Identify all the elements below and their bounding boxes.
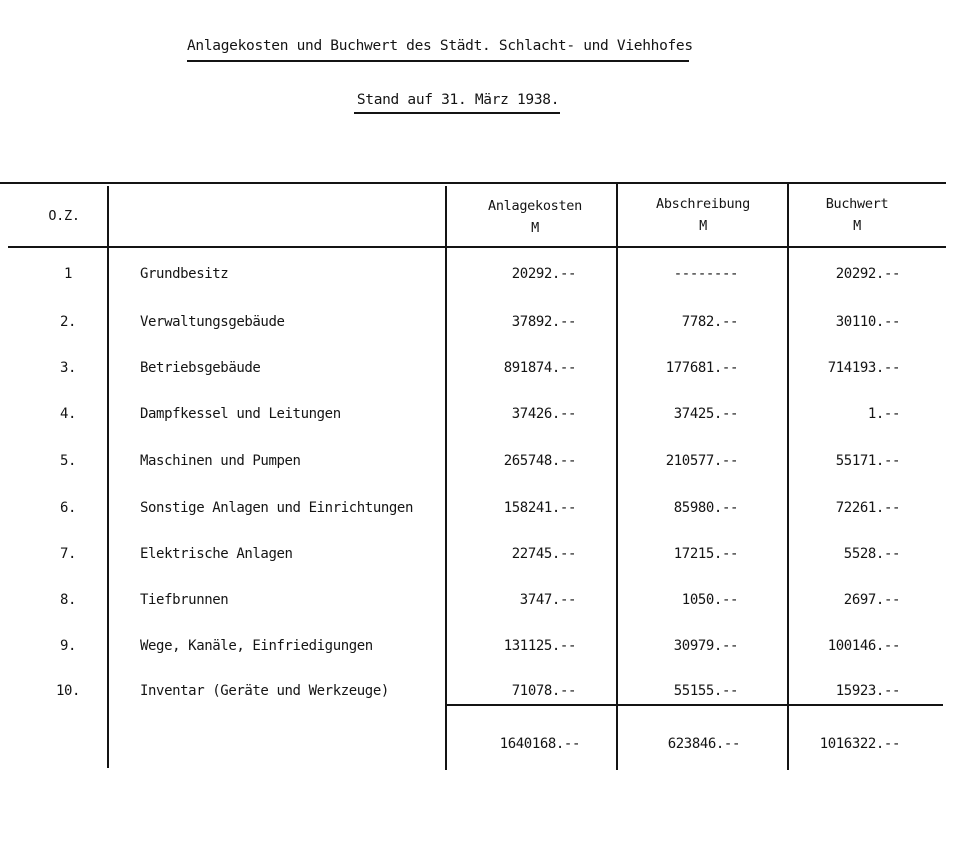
row-abschreibung: 17215.-- xyxy=(673,546,738,562)
row-oz: 9. xyxy=(59,638,77,654)
title-underline xyxy=(187,60,689,62)
row-anlagekosten: 37426.-- xyxy=(511,406,576,422)
row-abschreibung: 55155.-- xyxy=(673,683,738,699)
row-oz: 7. xyxy=(59,546,77,562)
row-description: Sonstige Anlagen und Einrichtungen xyxy=(140,500,413,516)
row-buchwert: 72261.-- xyxy=(835,500,900,516)
row-oz: 3. xyxy=(59,360,77,376)
header-anlagekosten-unit: M xyxy=(531,220,539,236)
row-abschreibung: -------- xyxy=(673,266,738,282)
header-anlagekosten: Anlagekosten xyxy=(488,198,582,214)
total-anlagekosten: 1640168.-- xyxy=(499,736,580,752)
row-description: Verwaltungsgebäude xyxy=(140,314,285,330)
row-anlagekosten: 131125.-- xyxy=(503,638,576,654)
table-top-rule xyxy=(0,182,946,184)
row-abschreibung: 37425.-- xyxy=(673,406,738,422)
row-anlagekosten: 891874.-- xyxy=(503,360,576,376)
row-description: Inventar (Geräte und Werkzeuge) xyxy=(140,683,389,699)
header-abschreibung: Abschreibung xyxy=(656,196,750,212)
row-anlagekosten: 3747.-- xyxy=(519,592,576,608)
row-description: Grundbesitz xyxy=(140,266,229,282)
row-description: Maschinen und Pumpen xyxy=(140,453,301,469)
row-description: Dampfkessel und Leitungen xyxy=(140,406,341,422)
column-divider-oz xyxy=(107,186,109,768)
header-oz: O.Z. xyxy=(48,208,80,224)
row-abschreibung: 210577.-- xyxy=(665,453,738,469)
row-anlagekosten: 22745.-- xyxy=(511,546,576,562)
row-buchwert: 2697.-- xyxy=(843,592,900,608)
row-oz: 6. xyxy=(59,500,77,516)
row-anlagekosten: 37892.-- xyxy=(511,314,576,330)
row-oz: 2. xyxy=(59,314,77,330)
header-bottom-rule xyxy=(8,246,946,248)
row-description: Elektrische Anlagen xyxy=(140,546,293,562)
total-buchwert: 1016322.-- xyxy=(819,736,900,752)
row-description: Betriebsgebäude xyxy=(140,360,261,376)
totals-rule xyxy=(447,704,943,706)
row-anlagekosten: 20292.-- xyxy=(511,266,576,282)
header-buchwert: Buchwert xyxy=(825,196,889,212)
row-description: Tiefbrunnen xyxy=(140,592,229,608)
row-oz: 10. xyxy=(55,683,81,699)
row-buchwert: 100146.-- xyxy=(827,638,900,654)
row-anlagekosten: 265748.-- xyxy=(503,453,576,469)
row-anlagekosten: 71078.-- xyxy=(511,683,576,699)
header-buchwert-unit: M xyxy=(853,218,861,234)
row-abschreibung: 7782.-- xyxy=(681,314,738,330)
row-oz: 8. xyxy=(59,592,77,608)
row-oz: 1 xyxy=(63,266,73,282)
row-description: Wege, Kanäle, Einfriedigungen xyxy=(140,638,373,654)
row-buchwert: 55171.-- xyxy=(835,453,900,469)
total-abschreibung: 623846.-- xyxy=(667,736,740,752)
row-buchwert: 1.-- xyxy=(867,406,900,422)
row-abschreibung: 1050.-- xyxy=(681,592,738,608)
row-oz: 5. xyxy=(59,453,77,469)
row-buchwert: 714193.-- xyxy=(827,360,900,376)
row-abschreibung: 30979.-- xyxy=(673,638,738,654)
document-title: Anlagekosten und Buchwert des Städt. Schlacht- und Viehhofes xyxy=(187,38,693,54)
row-oz: 4. xyxy=(59,406,77,422)
row-buchwert: 5528.-- xyxy=(843,546,900,562)
row-buchwert: 15923.-- xyxy=(835,683,900,699)
row-anlagekosten: 158241.-- xyxy=(503,500,576,516)
row-buchwert: 30110.-- xyxy=(835,314,900,330)
row-abschreibung: 85980.-- xyxy=(673,500,738,516)
row-buchwert: 20292.-- xyxy=(835,266,900,282)
subtitle-underline xyxy=(354,112,560,114)
row-abschreibung: 177681.-- xyxy=(665,360,738,376)
header-abschreibung-unit: M xyxy=(699,218,707,234)
document-subtitle: Stand auf 31. März 1938. xyxy=(356,92,560,108)
